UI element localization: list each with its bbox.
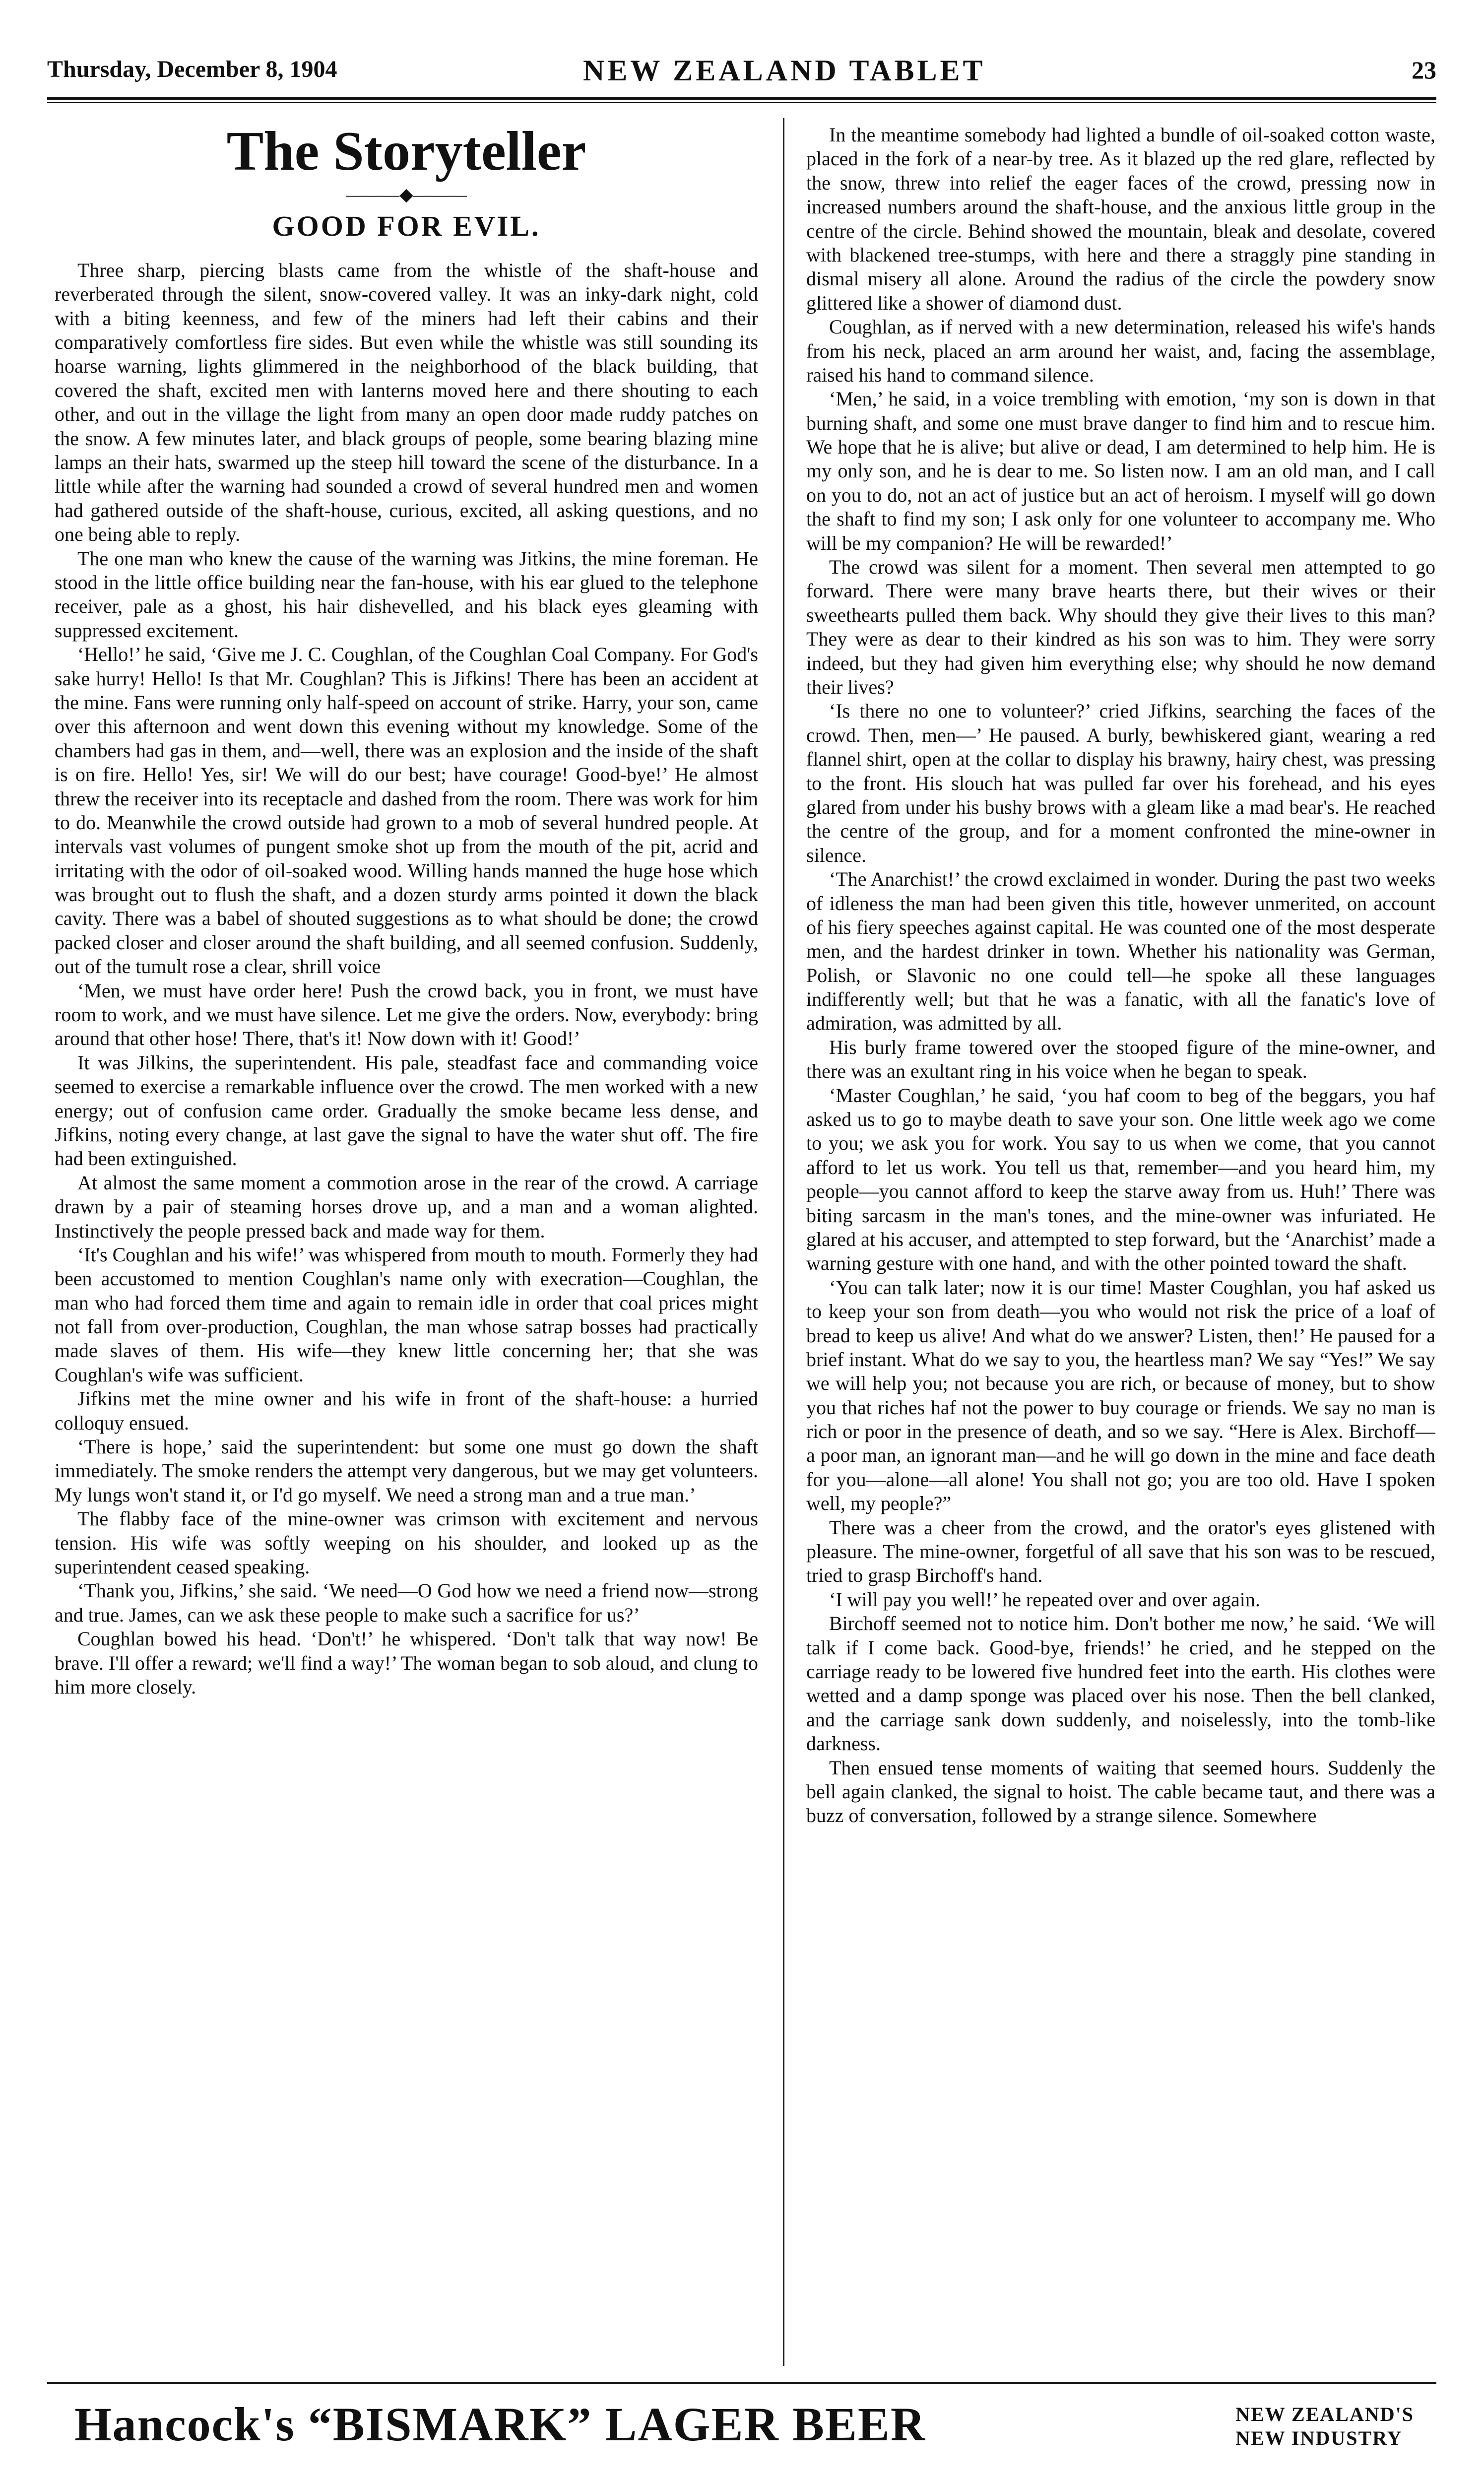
story-paragraph: Jifkins met the mine owner and his wife in front of the shaft-house: a hurried colloquy ensued. [55, 1387, 758, 1434]
story-paragraph: In the meantime somebody had lighted a bundle of oil-soaked cotton waste, placed in the fork of a near-by tree. As it blazed up the red glare, reflected by the snow, threw into relief the eager faces of the crowd, pressing now in increased numbers around the shaft-house, and the anxious little group in the centre of the circle. Behind showed the mountain, bleak and desolate, covered with blackened tree-stumps, with here and there a straggly pine standing in dismal misery all alone. Around the radius of the circle the powdery snow glittered like a shower of diamond dust. [806, 124, 1435, 314]
story-paragraph: ‘The Anarchist!’ the crowd exclaimed in wonder. During the past two weeks of idleness the man had been given this title, however unmerited, on account of his fiery speeches against capital. He was counted one of the most desperate men, and the hardest drinker in town. Whether his nationality was German, Polish, or Slavonic no one could tell—he spoke all these languages indifferently well; but that he was a fanatic, with all the fanatic's love of admiration, was admitted by all. [806, 868, 1435, 1035]
story-paragraph: Coughlan, as if nerved with a new determination, released his wife's hands from his neck, placed an arm around her waist, and, facing the assemblage, raised his hand to command silence. [806, 316, 1435, 386]
masthead: NEW ZEALAND TABLET [583, 54, 986, 87]
left-column [55, 118, 758, 2361]
story-paragraph: ‘I will pay you well!’ he repeated over and over again. [829, 1588, 1260, 1611]
story-paragraph: ‘There is hope,’ said the superintendent: but some one must go down the shaft immediately. The smoke renders the attempt very dangerous, but we may get volunteers. My lungs won't stand it, or I'd go myself. We need a strong man and a true man.’ [55, 1436, 758, 1506]
story-paragraph: The one man who knew the cause of the warning was Jitkins, the mine foreman. He stood in the little office building near the fan-house, with his ear glued to the telephone receiver, pale as a ghost, his hair dishevelled, and his black eyes gleaming with suppressed excitement. [55, 547, 758, 642]
story-paragraph: His burly frame towered over the stooped figure of the mine-owner, and there was an exultant ring in his voice when he began to speak. [806, 1036, 1435, 1083]
left-column-body [55, 259, 758, 1699]
story-paragraph: ‘Hello!’ he said, ‘Give me J. C. Coughlan, of the Coughlan Coal Company. For God's sake hurry! Hello! Is that Mr. Coughlan? This is Jifkins! There has been an accident at the mine. Fans were running only half-speed on account of strike. Harry, your son, came over this afternoon and went down this evening without my knowledge. Some of the chambers had gas in them, and—well, there was an explosion and the inside of the shaft is on fire. Hello! Yes, sir! We will do our best; have courage! Good-bye!’ He almost threw the receiver into its receptacle and dashed from the room. There was work for him to do. Meanwhile the crowd outside had grown to a mob of several hundred people. At intervals vast volumes of pungent smoke shot up from the mouth of the pit, acrid and irritating with the odor of oil-soaked wood. Willing hands manned the huge hose which was brought out to flush the shaft, and a dozen sturdy arms pointed it down the black cavity. There was a babel of shouted suggestions as to what should be done; the crowd packed closer and closer around the shaft building, and all seemed confusion. Suddenly, out of the tumult rose a clear, shrill voice [55, 643, 758, 978]
beer-advertisement: Hancock's “BISMARK” LAGER BEER [74, 2398, 926, 2451]
footer-advertisement [74, 2397, 1414, 2461]
story-paragraph: The flabby face of the mine-owner was crimson with excitement and nervous tension. His wife was softly weeping on his shoulder, and looked up as the superintendent ceased speaking. [55, 1507, 758, 1578]
story-paragraph: ‘Master Coughlan,’ he said, ‘you haf coom to beg of the beggars, you haf asked us to go to maybe death to save your son. One little week ago we come to you; we ask you for work. You say to us when we come, that you cannot afford to let us work. You tell us that, remember—and you heard him, my people—you cannot afford to keep the starve away from us. Huh!’ There was biting sarcasm in the man's tones, and the mine-owner was infuriated. He glared at his accuser, and attempted to step forward, but the ‘Anarchist’ made a warning gesture with one hand, and with the other pointed toward the shaft. [806, 1084, 1435, 1275]
section-title: The Storyteller [226, 121, 586, 182]
note-line-2: NEW INDUSTRY [1235, 2427, 1403, 2449]
advertisement-note [1235, 2403, 1414, 2450]
story-paragraph: ‘Is there no one to volunteer?’ cried Jifkins, searching the faces of the crowd. Then, men—’ He paused. A burly, bewhiskered giant, wearing a red flannel shirt, open at the collar to display his brawny, hairy chest, was pressing to the front. His slouch hat was pulled far over his forehead, and his eyes glared from under his bushy brows with a gleam like a mad bear's. He reached the centre of the group, and for a moment confronted the mine-owner in silence. [806, 700, 1435, 866]
note-line-1: NEW ZEALAND'S [1235, 2403, 1414, 2425]
story-paragraph: ‘Men,’ he said, in a voice trembling with emotion, ‘my son is down in that burning shaft, and some one must brave danger to find him and to rescue him. We hope that he is alive; but alive or dead, I am determined to help him. He is my only son, and he is dear to me. So listen now. I am an old man, and I call on you to do, not an act of justice but an act of heroism. I myself will go down the shaft to find my son; I ask only for one volunteer to accompany me. Who will be my companion? He will be rewarded!’ [806, 388, 1435, 554]
story-subtitle: GOOD FOR EVIL. [272, 209, 541, 242]
story-paragraph: Then ensued tense moments of waiting that seemed hours. Suddenly the bell again clanked, the signal to hoist. The cable became taut, and there was a buzz of conversation, followed by a strange silence. Somewhere [806, 1756, 1435, 1827]
story-paragraph: Birchoff seemed not to notice him. Don't bother me now,’ he said. ‘We will talk if I come back. Good-bye, friends!’ he cried, and he stepped on the carriage ready to be lowered five hundred feet into the earth. His clothes were wetted and a damp sponge was placed over his nose. Then the bell clanked, and the carriage sank down suddenly, and noiselessly, into the tomb-like darkness. [806, 1612, 1435, 1755]
page-number: 23 [1412, 56, 1436, 84]
header-rule-thin [47, 102, 1436, 103]
story-paragraph: ‘You can talk later; now it is our time! Master Coughlan, you haf asked us to keep your son from death—you who would not risk the price of a loaf of bread to keep us alive! And what do we answer? Listen, then!’ He paused for a brief instant. What do we say to you, the heartless man? We say “Yes!” We say we will help you; not because you are rich, or because of money, but to show you that riches haf not the power to buy courage or friends. We say no man is rich or poor in the presence of death, and so we say. “Here is Alex. Birchoff—a poor man, an ignorant man—and he will go down in the mine and face death for you—alone—all alone! You shall not go; you are too old. Have I spoken well, my people?” [806, 1276, 1435, 1515]
story-paragraph: The crowd was silent for a moment. Then several men attempted to go forward. There were many brave hearts there, but their wives or their sweethearts pulled them back. Why should they give their lives to this man? They were as dear to their kindred as his son was to him. They were sorry indeed, but they had given him everything else; why should he now demand their lives? [806, 556, 1435, 698]
right-column [806, 123, 1435, 2366]
story-paragraph: It was Jilkins, the superintendent. His pale, steadfast face and commanding voice seemed to exercise a remarkable influence over the crowd. The men worked with a new energy; out of confusion came order. Gradually the smoke became less dense, and Jifkins, noting every change, at last gave the signal to have the water shut off. The fire had been extinguished. [55, 1051, 758, 1170]
right-column-body [806, 123, 1435, 1828]
story-paragraph: Three sharp, piercing blasts came from the whistle of the shaft-house and reverberated through the silent, snow-covered valley. It was an inky-dark night, cold with a biting keenness, and few of the miners had left their cabins and their comparatively comfortless fire sides. But even while the whistle was still sounding its hoarse warning, lights glimmered in the neighborhood of the black building, that covered the shaft, excited men with lanterns moved here and there shouting to each other, and out in the village the light from many an open door made ruddy patches on the snow. A few minutes later, and black groups of people, some bearing blazing mine lamps an their hats, swarmed up the steep hill toward the scene of the disturbance. In a little while after the warning had sounded a crowd of several hundred men and women had gathered outside of the shaft-house, curious, excited, all asking questions, and no one being able to reply. [55, 259, 758, 546]
story-paragraph: ‘Thank you, Jifkins,’ she said. ‘We need—O God how we need a friend now—strong and true. James, can we ask these people to make such a sacrifice for us?’ [55, 1579, 758, 1626]
title-ornament: ———◆——— [346, 185, 467, 205]
page-header [47, 56, 1436, 95]
story-paragraph: ‘It's Coughlan and his wife!’ was whispered from mouth to mouth. Formerly they had been accustomed to mention Coughlan's name only with execration—Coughlan, the man who had forced them time and again to remain idle in order that coal prices might not fall from over-production, Coughlan, the man whose satrap bosses had practically made slaves of them. His wife—they knew little concerning her; that she was Coughlan's wife was sufficient. [55, 1243, 758, 1386]
header-rule [47, 97, 1436, 100]
column-divider [783, 118, 784, 2366]
story-paragraph: There was a cheer from the crowd, and the orator's eyes glistened with pleasure. The mine-owner, forgetful of all save that his son was to be rescued, tried to grasp Birchoff's hand. [806, 1516, 1435, 1587]
footer-rule [47, 2382, 1436, 2384]
issue-date: Thursday, December 8, 1904 [47, 56, 337, 82]
story-paragraph: ‘Men, we must have order here! Push the crowd back, you in front, we must have room to work, and we must have silence. Let me give the orders. Now, everybody: bring around that other hose! There, that's it! Now down with it! Good!’ [55, 979, 758, 1050]
story-paragraph: At almost the same moment a commotion arose in the rear of the crowd. A carriage drawn by a pair of steaming horses drove up, and a man and a woman alighted. Instinctively the people pressed back and made way for them. [55, 1171, 758, 1242]
story-paragraph: Coughlan bowed his head. ‘Don't!’ he whispered. ‘Don't talk that way now! Be brave. I'll offer a reward; we'll find a way!’ The woman began to sob aloud, and clung to him more closely. [55, 1628, 758, 1698]
